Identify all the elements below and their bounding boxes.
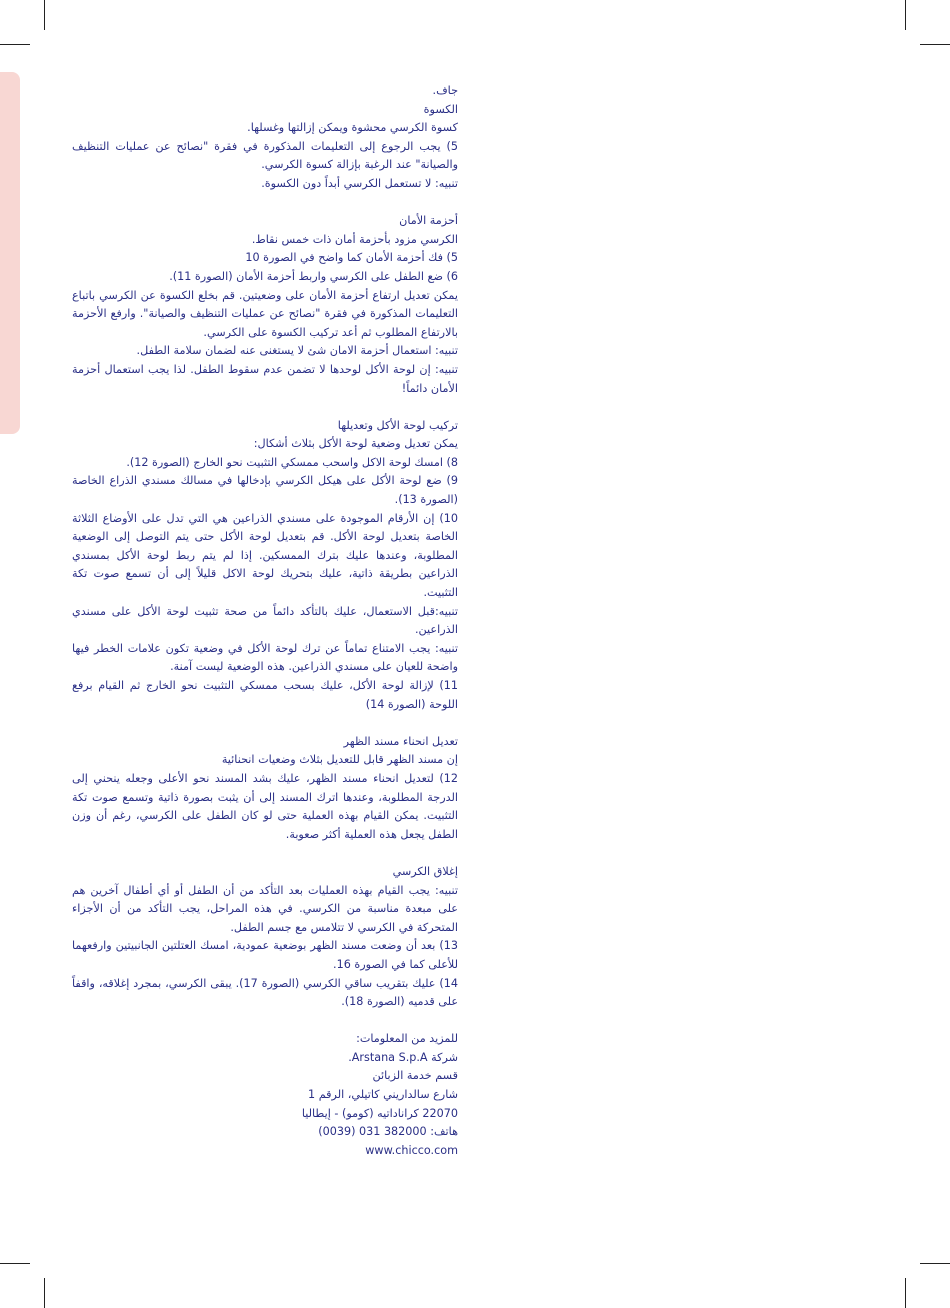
paragraph: 14) عليك بتقريب ساقي الكرسي (الصورة 17). يبقى الكرسي، بمجرد إغلاقه، واقفاً على قدميه (الصورة 18). [72,976,458,1009]
crop-mark [905,0,906,30]
paragraph: إن مسند الظهر قابل للتعديل بثلاث وضعيات انحنائية [221,753,458,767]
warning-text: تنبيه: لا تستعمل الكرسي أبداً دون الكسوة. [261,176,458,190]
crop-mark [44,1278,45,1308]
section-heading-backrest: تعديل انحناء مسند الظهر [343,734,458,748]
section-heading-closing: إغلاق الكرسي [392,864,458,878]
crop-mark [920,1263,950,1264]
paragraph: 11) لإزالة لوحة الأكل، عليك بسحب ممسكي التثبيت نحو الخارج ثم القيام برفع اللوحة (الصورة 14) [72,679,458,711]
contact-company: شركة Arstana S.p.A. [348,1050,458,1064]
paragraph: 5) يجب الرجوع إلى التعليمات المذكورة في فقرة "نصائح عن عمليات التنظيف والصيانة" عند الرغبة بإزالة كسوة الكرسي. [72,139,458,172]
paragraph: 13) بعد أن وضعت مسند الظهر بوضعية عمودية، امسك العتلتين الجانبيتين وارفعهما للأعلى كما في الصورة 16. [72,939,458,971]
paragraph: يمكن تعديل ارتفاع أحزمة الأمان على وضعيتين. قم بخلع الكسوة عن الكرسي باتباع التعليمات المذكورة في فقرة "نصائح عن عمليات التنظيف والصيانة". وارفع الأحزمة بالارتفاع المطلوب ثم أعد تركيب الكسوة على الكرسي. [72,288,458,339]
contact-city: 22070 كراناداتيه (كومو) - إيطاليا [301,1106,458,1120]
contact-department: قسم خدمة الزبائن [372,1069,458,1083]
paragraph: 8) امسك لوحة الاكل واسحب ممسكي التثبيت نحو الخارج (الصورة 12). [126,455,458,469]
paragraph: 10) إن الأرقام الموجودة على مسندي الذراعين هي التي تدل على الأوضاع الثلاثة الخاصة بتعديل لوحة الأكل. قم بتعديل لوحة الأكل حتى يتم التوصل إلى الوضعية المطلوبة، وعندها عليك بترك الممسكين. إذا لم يتم ربط لوحة الأكل بمسندي الذراعين بطريقة ذاتية، عليك بتحريك لوحة الاكل قليلاً إلى أن تسمع صوت تكة التثبيت. [72,511,458,600]
page-edge-tab [0,72,20,434]
warning-text: تنبيه: يجب القيام بهذه العمليات بعد التأكد من أن الطفل أو أي أطفال آخرين هم على مبعدة مناسبة من الكرسي. في هذه المراحل، يجب التأكد من أن الأجزاء المتحركة في الكرسي لا تتلامس مع جسم الطفل. [72,883,458,934]
section-heading-tray: تركيب لوحة الأكل وتعديلها [337,418,458,432]
warning-text: تنبيه: يجب الامتناع تماماً عن ترك لوحة الأكل في وضعية تكون علامات الخطر فيها واضحة للعيان على مسندي الذراعين. هذه الوضعية ليست آمنة. [72,641,458,674]
contact-street: شارع سالداريني كاتيلي، الرقم 1 [308,1088,458,1102]
crop-mark [905,1278,906,1308]
crop-mark [44,0,45,30]
crop-mark [0,44,30,45]
paragraph: يمكن تعديل وضعية لوحة الأكل بثلاث أشكال: [253,437,458,451]
warning-text: تنبيه:قبل الاستعمال، عليك بالتأكد دائماً من صحة تثبيت لوحة الأكل على مسندي الذراعين. [72,604,458,637]
paragraph: 5) فك أحزمة الأمان كما واضح في الصورة 10 [245,251,458,265]
contact-website: www.chicco.com [365,1143,458,1157]
section-heading-harness: أحزمة الأمان [399,214,458,228]
crop-mark [920,44,950,45]
paragraph: الكرسي مزود بأحزمة أمان ذات خمس نقاط. [251,232,458,246]
text-column [72,82,458,1160]
paragraph: جاف. [432,84,458,97]
contact-phone: هاتف: 382000 031 (0039) [318,1125,458,1139]
contact-heading: للمزيد من المعلومات: [356,1032,458,1046]
paragraph: كسوة الكرسي محشوة ويمكن إزالتها وغسلها. [247,121,458,135]
paragraph: 9) ضع لوحة الأكل على هيكل الكرسي بإدخالها في مسالك مسندي الذراع الخاصة (الصورة 13). [72,474,458,507]
warning-text: تنبيه: استعمال أحزمة الامان شئ لا يستغنى عنه لضمان سلامة الطفل. [136,344,458,358]
paragraph: 12) لتعديل انحناء مسند الظهر، عليك بشد المسند نحو الأعلى وجعله ينحني إلى الدرجة المطلوبة، وعندها اترك المسند إلى أن يثبت بصورة ذاتية وتسمع صوت تكة التثبيت. يمكن القيام بهذه العملية حتى لو كان الطفل على الكرسي، رغم أن وزن الطفل يجعل هذه العملية أكثر صعوبة. [72,771,458,841]
crop-mark [0,1263,30,1264]
paragraph: 6) ضع الطفل على الكرسي واربط أحزمة الأمان (الصورة 11). [169,269,458,283]
warning-text: تنبيه: إن لوحة الأكل لوحدها لا تضمن عدم سقوط الطفل. لذا يجب استعمال أحزمة الأمان دائماً! [72,362,458,395]
section-heading-cover: الكسوة [423,102,458,116]
